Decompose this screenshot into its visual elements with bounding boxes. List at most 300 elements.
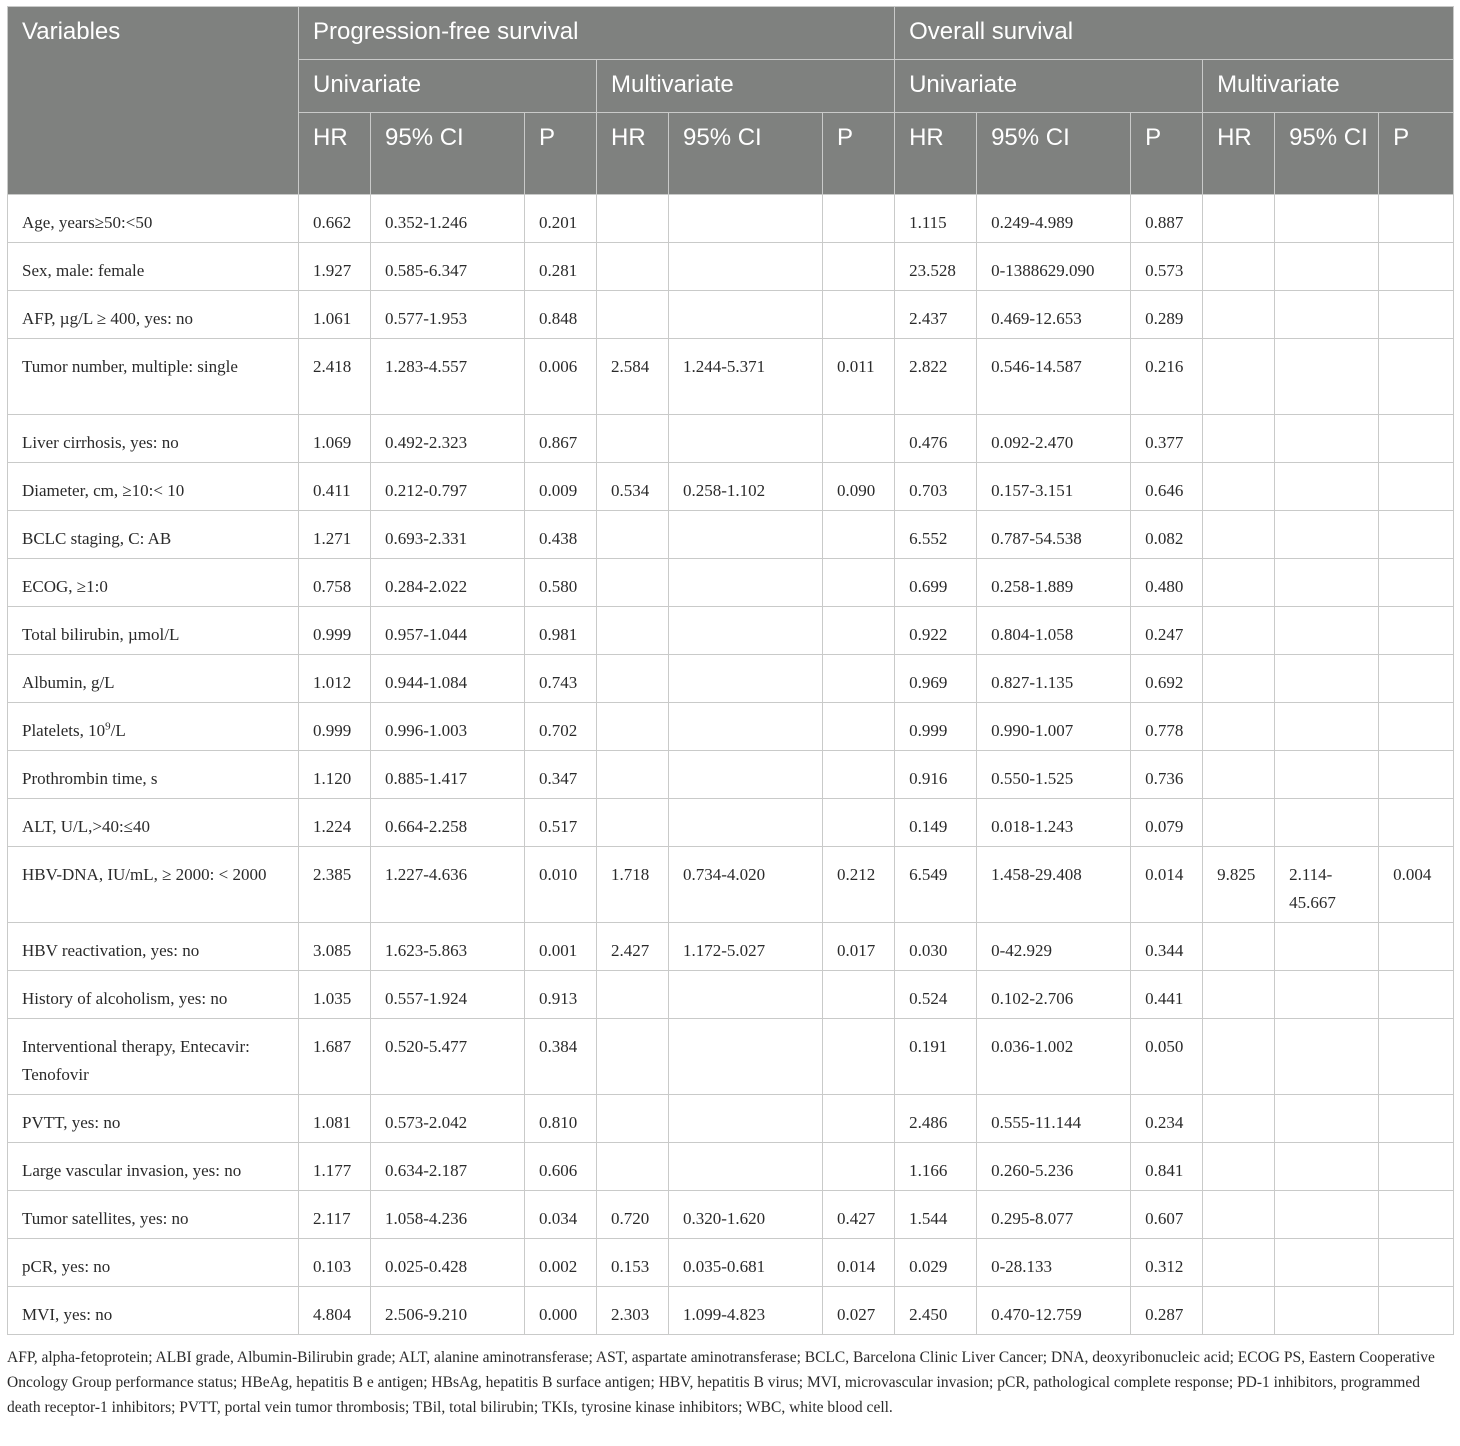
cell-variable — [8, 1143, 299, 1191]
cell-os-multi-hr: 9.825 — [1203, 847, 1275, 923]
cell-pfs-uni-ci: 0.025-0.428 — [371, 1239, 525, 1287]
cell-os-multi-hr — [1203, 559, 1275, 607]
cell-pfs-uni-ci: 0.352-1.246 — [371, 195, 525, 243]
cell-variable — [8, 1191, 299, 1239]
cell-os-uni-ci: 0.102-2.706 — [977, 971, 1131, 1019]
cell-pfs-uni-hr: 0.662 — [299, 195, 371, 243]
cell-pfs-uni-ci: 0.693-2.331 — [371, 511, 525, 559]
table-row — [8, 1191, 1454, 1239]
cell-os-multi-p: 0.004 — [1379, 847, 1454, 923]
cell-pfs-uni-hr: 1.061 — [299, 291, 371, 339]
cell-variable — [8, 559, 299, 607]
table-row — [8, 415, 1454, 463]
cell-pfs-multi-hr — [597, 1095, 669, 1143]
cell-os-multi-p — [1379, 607, 1454, 655]
cell-os-uni-ci: 0.157-3.151 — [977, 463, 1131, 511]
cell-pfs-uni-p: 0.002 — [525, 1239, 597, 1287]
cell-os-multi-p — [1379, 1095, 1454, 1143]
cell-pfs-uni-hr: 1.687 — [299, 1019, 371, 1095]
cell-pfs-uni-ci: 1.058-4.236 — [371, 1191, 525, 1239]
cell-pfs-multi-hr — [597, 243, 669, 291]
cell-os-uni-hr: 0.999 — [895, 703, 977, 751]
cell-pfs-multi-p: 0.017 — [823, 923, 895, 971]
cell-pfs-uni-ci: 0.885-1.417 — [371, 751, 525, 799]
cell-os-multi-p — [1379, 1191, 1454, 1239]
cell-pfs-multi-hr — [597, 1019, 669, 1095]
cell-os-uni-hr: 0.029 — [895, 1239, 977, 1287]
cell-pfs-uni-p: 0.517 — [525, 799, 597, 847]
cell-pfs-uni-p: 0.006 — [525, 339, 597, 415]
variable-label: Albumin, g/L — [22, 673, 115, 692]
cell-os-uni-ci: 0.258-1.889 — [977, 559, 1131, 607]
cell-os-uni-ci: 0.295-8.077 — [977, 1191, 1131, 1239]
cell-os-uni-hr: 1.544 — [895, 1191, 977, 1239]
cell-pfs-uni-hr: 0.758 — [299, 559, 371, 607]
cell-pfs-multi-p — [823, 559, 895, 607]
cell-os-multi-hr — [1203, 1143, 1275, 1191]
cell-os-uni-hr: 6.552 — [895, 511, 977, 559]
cell-pfs-multi-hr — [597, 559, 669, 607]
cell-pfs-multi-hr: 0.153 — [597, 1239, 669, 1287]
variable-label: Tumor number, multiple: single — [22, 357, 238, 376]
cell-variable — [8, 1239, 299, 1287]
cell-pfs-uni-ci: 0.944-1.084 — [371, 655, 525, 703]
cell-pfs-multi-p: 0.212 — [823, 847, 895, 923]
cell-os-multi-p — [1379, 195, 1454, 243]
cell-pfs-uni-p: 0.580 — [525, 559, 597, 607]
cell-pfs-uni-p: 0.034 — [525, 1191, 597, 1239]
cell-os-uni-hr: 23.528 — [895, 243, 977, 291]
cell-pfs-uni-p: 0.001 — [525, 923, 597, 971]
cell-os-uni-hr: 0.149 — [895, 799, 977, 847]
cell-os-multi-hr — [1203, 415, 1275, 463]
cell-os-uni-p: 0.778 — [1131, 703, 1203, 751]
cell-os-multi-ci — [1275, 511, 1379, 559]
cell-os-uni-hr: 0.524 — [895, 971, 977, 1019]
table-row — [8, 559, 1454, 607]
cell-pfs-uni-p: 0.867 — [525, 415, 597, 463]
cell-os-multi-ci — [1275, 195, 1379, 243]
cell-pfs-multi-ci — [669, 559, 823, 607]
cell-pfs-multi-hr — [597, 971, 669, 1019]
cell-pfs-uni-hr: 0.103 — [299, 1239, 371, 1287]
cell-pfs-multi-hr — [597, 799, 669, 847]
cell-variable — [8, 971, 299, 1019]
header-hr: HR — [1203, 113, 1275, 195]
cell-pfs-multi-p — [823, 243, 895, 291]
cell-pfs-uni-ci: 0.284-2.022 — [371, 559, 525, 607]
header-ci: 95% CI — [1275, 113, 1379, 195]
cell-pfs-multi-ci — [669, 799, 823, 847]
cell-os-multi-p — [1379, 559, 1454, 607]
cell-pfs-uni-ci: 2.506-9.210 — [371, 1287, 525, 1335]
cell-os-uni-hr: 0.969 — [895, 655, 977, 703]
cell-pfs-multi-p: 0.090 — [823, 463, 895, 511]
cell-pfs-multi-ci — [669, 195, 823, 243]
cell-os-multi-hr — [1203, 1239, 1275, 1287]
cell-pfs-uni-ci: 0.664-2.258 — [371, 799, 525, 847]
table-row — [8, 607, 1454, 655]
variable-label: ECOG, ≥1:0 — [22, 577, 108, 596]
cell-pfs-multi-hr: 2.303 — [597, 1287, 669, 1335]
cell-pfs-uni-ci: 1.227-4.636 — [371, 847, 525, 923]
cell-pfs-multi-ci: 0.320-1.620 — [669, 1191, 823, 1239]
cell-pfs-uni-hr: 2.117 — [299, 1191, 371, 1239]
cell-os-multi-p — [1379, 971, 1454, 1019]
cell-variable — [8, 1287, 299, 1335]
header-p: P — [525, 113, 597, 195]
header-os: Overall survival — [895, 7, 1454, 60]
cell-pfs-multi-hr: 2.427 — [597, 923, 669, 971]
cell-os-multi-p — [1379, 1287, 1454, 1335]
cell-pfs-uni-hr: 1.224 — [299, 799, 371, 847]
cell-os-uni-p: 0.344 — [1131, 923, 1203, 971]
cell-pfs-multi-hr: 1.718 — [597, 847, 669, 923]
cell-os-multi-hr — [1203, 463, 1275, 511]
table-row — [8, 243, 1454, 291]
cell-os-multi-ci — [1275, 751, 1379, 799]
header-hr: HR — [299, 113, 371, 195]
cell-pfs-multi-p: 0.014 — [823, 1239, 895, 1287]
cell-pfs-multi-p — [823, 291, 895, 339]
cell-pfs-uni-p: 0.810 — [525, 1095, 597, 1143]
cell-os-multi-hr — [1203, 1191, 1275, 1239]
cell-pfs-multi-hr: 2.584 — [597, 339, 669, 415]
cell-pfs-multi-ci — [669, 655, 823, 703]
table-row — [8, 1239, 1454, 1287]
cell-variable — [8, 655, 299, 703]
cell-os-multi-ci — [1275, 243, 1379, 291]
cell-os-multi-hr — [1203, 1095, 1275, 1143]
cell-os-uni-hr: 0.922 — [895, 607, 977, 655]
cell-os-uni-p: 0.247 — [1131, 607, 1203, 655]
cell-pfs-multi-ci: 1.172-5.027 — [669, 923, 823, 971]
cell-pfs-multi-ci — [669, 751, 823, 799]
cell-pfs-multi-ci — [669, 703, 823, 751]
cell-pfs-multi-p — [823, 415, 895, 463]
cell-os-multi-p — [1379, 1239, 1454, 1287]
cell-os-uni-hr: 2.486 — [895, 1095, 977, 1143]
cell-os-uni-hr: 2.450 — [895, 1287, 977, 1335]
cell-pfs-multi-hr — [597, 415, 669, 463]
variable-label: Prothrombin time, s — [22, 769, 158, 788]
cell-os-multi-ci — [1275, 923, 1379, 971]
cell-os-uni-p: 0.841 — [1131, 1143, 1203, 1191]
table-row — [8, 511, 1454, 559]
cell-pfs-multi-ci — [669, 291, 823, 339]
cell-variable — [8, 291, 299, 339]
cell-pfs-multi-p — [823, 1019, 895, 1095]
table-row — [8, 463, 1454, 511]
cell-os-multi-p — [1379, 463, 1454, 511]
cell-os-multi-hr — [1203, 1019, 1275, 1095]
cell-pfs-multi-hr — [597, 607, 669, 655]
cell-os-uni-ci: 0.469-12.653 — [977, 291, 1131, 339]
cell-variable — [8, 243, 299, 291]
variable-label: Diameter, cm, ≥10:< 10 — [22, 481, 185, 500]
cell-os-uni-p: 0.014 — [1131, 847, 1203, 923]
cell-os-multi-hr — [1203, 923, 1275, 971]
cell-os-multi-p — [1379, 243, 1454, 291]
cell-os-multi-ci — [1275, 655, 1379, 703]
cell-os-uni-p: 0.082 — [1131, 511, 1203, 559]
cell-os-multi-ci — [1275, 1287, 1379, 1335]
cell-pfs-multi-hr — [597, 511, 669, 559]
cell-pfs-multi-ci: 0.258-1.102 — [669, 463, 823, 511]
cell-os-multi-hr — [1203, 511, 1275, 559]
cell-pfs-multi-ci — [669, 243, 823, 291]
cell-os-uni-ci: 0.787-54.538 — [977, 511, 1131, 559]
cell-pfs-uni-ci: 1.283-4.557 — [371, 339, 525, 415]
cell-os-uni-ci: 0.990-1.007 — [977, 703, 1131, 751]
cell-variable — [8, 751, 299, 799]
header-ci: 95% CI — [669, 113, 823, 195]
cell-os-multi-ci — [1275, 291, 1379, 339]
cell-os-uni-ci: 0.260-5.236 — [977, 1143, 1131, 1191]
cell-pfs-uni-hr: 1.120 — [299, 751, 371, 799]
cell-os-uni-p: 0.050 — [1131, 1019, 1203, 1095]
cell-os-uni-ci: 0.470-12.759 — [977, 1287, 1131, 1335]
cell-os-multi-p — [1379, 1019, 1454, 1095]
cell-os-uni-p: 0.887 — [1131, 195, 1203, 243]
cell-os-uni-p: 0.692 — [1131, 655, 1203, 703]
cell-pfs-uni-p: 0.009 — [525, 463, 597, 511]
cell-variable — [8, 415, 299, 463]
cell-os-uni-hr: 0.476 — [895, 415, 977, 463]
cell-os-uni-hr: 0.699 — [895, 559, 977, 607]
cell-os-multi-ci: 2.114-45.667 — [1275, 847, 1379, 923]
variable-label: HBV-DNA, IU/mL, ≥ 2000: < 2000 — [22, 865, 267, 884]
table-row — [8, 703, 1454, 751]
cell-pfs-uni-p: 0.981 — [525, 607, 597, 655]
cell-os-multi-ci — [1275, 607, 1379, 655]
cell-os-uni-hr: 0.916 — [895, 751, 977, 799]
cell-variable — [8, 703, 299, 751]
header-hr: HR — [895, 113, 977, 195]
cell-os-uni-p: 0.377 — [1131, 415, 1203, 463]
cell-pfs-uni-hr: 2.418 — [299, 339, 371, 415]
header-ci: 95% CI — [977, 113, 1131, 195]
cell-pfs-multi-p — [823, 1095, 895, 1143]
cell-os-uni-ci: 0.018-1.243 — [977, 799, 1131, 847]
cell-os-multi-hr — [1203, 291, 1275, 339]
cell-os-uni-ci: 0-42.929 — [977, 923, 1131, 971]
cell-pfs-uni-hr: 3.085 — [299, 923, 371, 971]
cell-os-multi-ci — [1275, 703, 1379, 751]
cell-os-multi-hr — [1203, 1287, 1275, 1335]
header-ci: 95% CI — [371, 113, 525, 195]
cell-pfs-multi-hr — [597, 291, 669, 339]
table-row — [8, 1095, 1454, 1143]
cell-pfs-uni-p: 0.347 — [525, 751, 597, 799]
variable-label: BCLC staging, C: AB — [22, 529, 172, 548]
cell-os-uni-p: 0.441 — [1131, 971, 1203, 1019]
cell-os-multi-p — [1379, 415, 1454, 463]
cell-pfs-uni-ci: 0.573-2.042 — [371, 1095, 525, 1143]
cell-os-multi-hr — [1203, 607, 1275, 655]
cell-os-multi-p — [1379, 1143, 1454, 1191]
cell-variable — [8, 799, 299, 847]
cell-os-multi-hr — [1203, 339, 1275, 415]
variable-label: HBV reactivation, yes: no — [22, 941, 200, 960]
cell-variable — [8, 847, 299, 923]
cell-os-uni-ci: 0.036-1.002 — [977, 1019, 1131, 1095]
cell-variable — [8, 463, 299, 511]
cell-pfs-uni-hr: 2.385 — [299, 847, 371, 923]
table-footnote: AFP, alpha-fetoprotein; ALBI grade, Albumin-Bilirubin grade; ALT, alanine aminotransferase; AST, aspartate aminotransferase; BCLC, Barcelona Clinic Liver Cancer; DNA, deoxyribonucleic acid; ECOG PS, Eastern Cooperative Oncology Group performance status; HBeAg, hepatitis B e antigen; HBsAg, hepatitis B surface antigen; HBV, hepatitis B virus; MVI, microvascular invasion; pCR, pathological complete response; PD-1 inhibitors, programmed death receptor-1 inhibitors; PVTT, portal vein tumor thrombosis; TBil, total bilirubin; TKIs, tyrosine kinase inhibitors; WBC, white blood cell. — [7, 1349, 1435, 1416]
cell-os-multi-ci — [1275, 799, 1379, 847]
cell-pfs-multi-p — [823, 511, 895, 559]
cell-os-uni-p: 0.287 — [1131, 1287, 1203, 1335]
cell-pfs-multi-hr — [597, 195, 669, 243]
cell-pfs-multi-ci: 0.035-0.681 — [669, 1239, 823, 1287]
cell-os-uni-hr: 1.115 — [895, 195, 977, 243]
table-row — [8, 799, 1454, 847]
header-os-multivariate: Multivariate — [1203, 60, 1454, 113]
cell-variable — [8, 607, 299, 655]
cell-variable — [8, 195, 299, 243]
cell-pfs-multi-hr — [597, 703, 669, 751]
header-p: P — [1131, 113, 1203, 195]
cell-os-uni-p: 0.607 — [1131, 1191, 1203, 1239]
header-pfs-univariate: Univariate — [299, 60, 597, 113]
cell-os-multi-ci — [1275, 415, 1379, 463]
cell-pfs-multi-ci — [669, 511, 823, 559]
table-row — [8, 1287, 1454, 1335]
variable-label: Liver cirrhosis, yes: no — [22, 433, 179, 452]
cell-pfs-uni-hr: 0.411 — [299, 463, 371, 511]
variable-label: AFP, µg/L ≥ 400, yes: no — [22, 309, 194, 328]
cell-os-uni-p: 0.573 — [1131, 243, 1203, 291]
variable-label: Interventional therapy, Entecavir: Tenofovir — [22, 1037, 250, 1084]
cell-variable — [8, 1095, 299, 1143]
cell-pfs-multi-p — [823, 195, 895, 243]
cell-os-multi-p — [1379, 751, 1454, 799]
cell-os-uni-hr: 2.822 — [895, 339, 977, 415]
cell-pfs-uni-hr: 1.927 — [299, 243, 371, 291]
cell-pfs-uni-ci: 0.520-5.477 — [371, 1019, 525, 1095]
cell-pfs-multi-ci — [669, 415, 823, 463]
header-hr: HR — [597, 113, 669, 195]
cell-os-multi-ci — [1275, 1143, 1379, 1191]
cell-os-uni-p: 0.736 — [1131, 751, 1203, 799]
cell-pfs-multi-hr — [597, 655, 669, 703]
cell-os-multi-hr — [1203, 799, 1275, 847]
header-os-univariate: Univariate — [895, 60, 1203, 113]
variable-label: Age, years≥50:<50 — [22, 213, 153, 232]
cell-os-multi-p — [1379, 703, 1454, 751]
cell-pfs-uni-ci: 0.957-1.044 — [371, 607, 525, 655]
table-row — [8, 339, 1454, 415]
cell-pfs-uni-p: 0.702 — [525, 703, 597, 751]
header-p: P — [823, 113, 895, 195]
cell-os-multi-p — [1379, 923, 1454, 971]
variable-suffix: /L — [110, 721, 126, 740]
cell-os-multi-ci — [1275, 971, 1379, 1019]
cell-pfs-uni-hr: 1.271 — [299, 511, 371, 559]
table-header — [8, 7, 1454, 195]
cell-variable — [8, 1019, 299, 1095]
cell-pfs-uni-hr: 1.177 — [299, 1143, 371, 1191]
cell-os-uni-p: 0.646 — [1131, 463, 1203, 511]
cell-pfs-uni-p: 0.743 — [525, 655, 597, 703]
cell-pfs-multi-ci — [669, 1019, 823, 1095]
cell-pfs-multi-p: 0.027 — [823, 1287, 895, 1335]
cell-os-multi-p — [1379, 339, 1454, 415]
cell-os-uni-p: 0.216 — [1131, 339, 1203, 415]
cell-os-uni-p: 0.234 — [1131, 1095, 1203, 1143]
cell-pfs-multi-p: 0.427 — [823, 1191, 895, 1239]
table-row — [8, 751, 1454, 799]
cell-pfs-multi-p — [823, 655, 895, 703]
cell-os-uni-p: 0.079 — [1131, 799, 1203, 847]
cell-pfs-uni-hr: 1.069 — [299, 415, 371, 463]
cell-pfs-multi-p — [823, 1143, 895, 1191]
cell-os-multi-ci — [1275, 559, 1379, 607]
cell-pfs-multi-ci — [669, 607, 823, 655]
table-body — [8, 195, 1454, 1335]
table-row — [8, 847, 1454, 923]
cell-os-uni-ci: 1.458-29.408 — [977, 847, 1131, 923]
cell-os-multi-ci — [1275, 463, 1379, 511]
cell-os-multi-ci — [1275, 339, 1379, 415]
cell-pfs-uni-p: 0.913 — [525, 971, 597, 1019]
cell-os-multi-p — [1379, 511, 1454, 559]
cell-pfs-uni-hr: 0.999 — [299, 607, 371, 655]
cell-pfs-uni-p: 0.281 — [525, 243, 597, 291]
cell-os-multi-hr — [1203, 655, 1275, 703]
cell-pfs-multi-ci: 1.244-5.371 — [669, 339, 823, 415]
cell-os-uni-ci: 0.092-2.470 — [977, 415, 1131, 463]
cell-pfs-uni-ci: 0.634-2.187 — [371, 1143, 525, 1191]
cell-pfs-multi-ci: 1.099-4.823 — [669, 1287, 823, 1335]
variable-label: Platelets, 10 — [22, 721, 106, 740]
cell-pfs-uni-hr: 4.804 — [299, 1287, 371, 1335]
cell-os-uni-ci: 0.804-1.058 — [977, 607, 1131, 655]
cell-os-uni-hr: 0.030 — [895, 923, 977, 971]
cell-pfs-uni-ci: 0.996-1.003 — [371, 703, 525, 751]
table-row — [8, 971, 1454, 1019]
cell-os-uni-ci: 0.555-11.144 — [977, 1095, 1131, 1143]
table-row — [8, 1143, 1454, 1191]
header-variables: Variables — [8, 7, 299, 195]
cell-pfs-uni-p: 0.201 — [525, 195, 597, 243]
variable-label: pCR, yes: no — [22, 1257, 111, 1276]
cell-os-multi-hr — [1203, 751, 1275, 799]
cell-pfs-uni-hr: 1.035 — [299, 971, 371, 1019]
cell-pfs-uni-p: 0.606 — [525, 1143, 597, 1191]
cell-pfs-uni-hr: 0.999 — [299, 703, 371, 751]
cell-pfs-uni-ci: 1.623-5.863 — [371, 923, 525, 971]
cell-os-uni-ci: 0.827-1.135 — [977, 655, 1131, 703]
cell-pfs-uni-hr: 1.012 — [299, 655, 371, 703]
cell-pfs-multi-p — [823, 751, 895, 799]
cell-pfs-uni-ci: 0.557-1.924 — [371, 971, 525, 1019]
variable-label: Large vascular invasion, yes: no — [22, 1161, 242, 1180]
cell-variable — [8, 339, 299, 415]
cell-pfs-multi-hr: 0.720 — [597, 1191, 669, 1239]
cell-variable — [8, 923, 299, 971]
header-p: P — [1379, 113, 1454, 195]
cell-os-multi-hr — [1203, 243, 1275, 291]
cell-pfs-uni-p: 0.000 — [525, 1287, 597, 1335]
cell-pfs-multi-hr: 0.534 — [597, 463, 669, 511]
cell-pfs-uni-p: 0.848 — [525, 291, 597, 339]
table-row — [8, 195, 1454, 243]
cell-os-multi-hr — [1203, 195, 1275, 243]
cell-os-multi-p — [1379, 291, 1454, 339]
cell-pfs-multi-p — [823, 703, 895, 751]
